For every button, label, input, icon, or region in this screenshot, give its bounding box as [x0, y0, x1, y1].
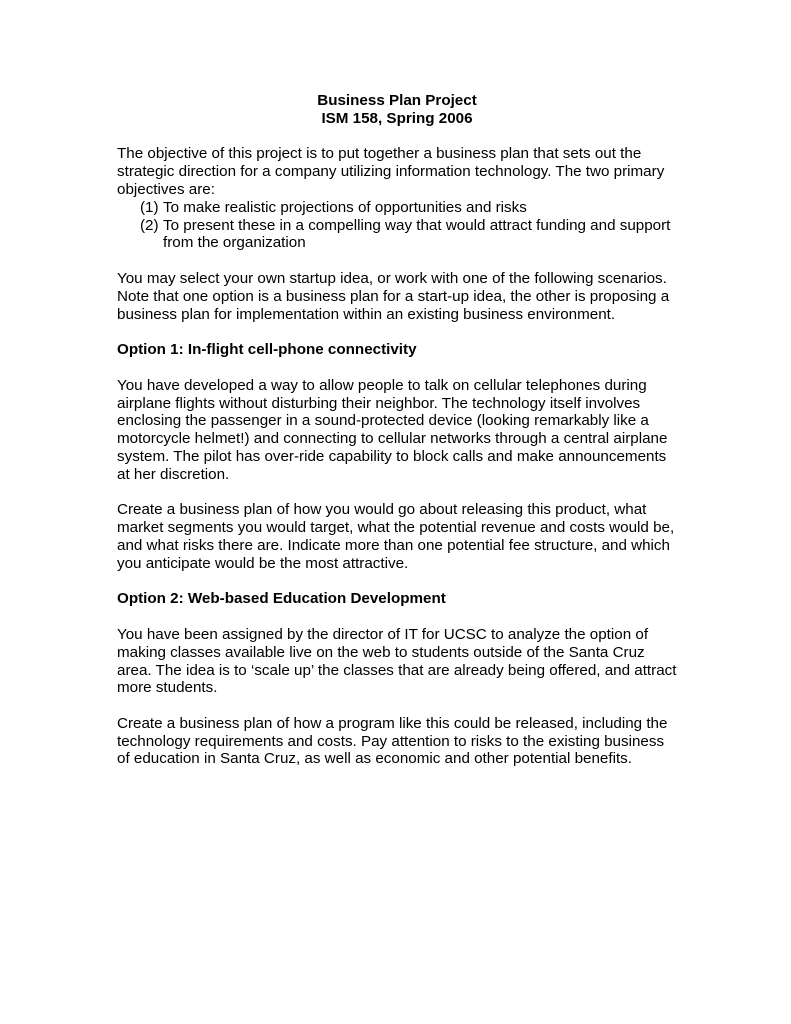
intro-paragraph: The objective of this project is to put together a business plan that sets out the strategic direction for a company utilizing information technology. The two primary objectives are:	[117, 145, 665, 198]
document-title	[117, 92, 677, 128]
select-paragraph: You may select your own startup idea, or work with one of the following scenarios. Note that one option is a business plan for a start-up idea, the other is proposing a business plan for implementation within an existing business environment.	[117, 269, 670, 323]
option2-heading: Option 2: Web-based Education Development	[117, 590, 446, 608]
list-item-text: To present these in a compelling way that would attract funding and support from the organization	[163, 216, 671, 252]
option2-paragraph-1: You have been assigned by the director of IT for UCSC to analyze the option of making classes available live on the web to students outside of the Santa Cruz area. The idea is to ‘scale up’ the classes that are already being offered, and attract more students.	[117, 625, 677, 697]
list-item	[117, 199, 677, 217]
list-item-number: (2)	[140, 216, 159, 234]
objectives-list	[117, 199, 677, 252]
list-item-text: To make realistic projections of opportunities and risks	[163, 198, 527, 216]
title-line-2: ISM 158, Spring 2006	[321, 109, 473, 127]
option1-heading: Option 1: In-flight cell-phone connectivity	[117, 341, 417, 359]
list-item	[117, 217, 677, 253]
option2-paragraph-2: Create a business plan of how a program like this could be released, including the technology requirements and costs. Pay attention to risks to the existing business of education in Santa Cruz, as well as economic and other potential benefits.	[117, 714, 668, 768]
title-line-1: Business Plan Project	[317, 92, 477, 109]
option1-paragraph-1: You have developed a way to allow people to talk on cellular telephones during airplane flights without disturbing their neighbor. The technology itself involves enclosing the passenger in a sound-protected device (looking remarkably like a motorcycle helmet!) and connecting to cellular networks through a central airplane system. The pilot has over-ride capability to block calls and make announcements at her discretion.	[117, 376, 668, 483]
option1-paragraph-2: Create a business plan of how you would go about releasing this product, what market segments you would target, what the potential revenue and costs would be, and what risks there are. Indicate more than one potential fee structure, and which you anticipate would be the most attractive.	[117, 501, 675, 572]
list-item-number: (1)	[140, 198, 159, 216]
document-page	[117, 92, 677, 786]
